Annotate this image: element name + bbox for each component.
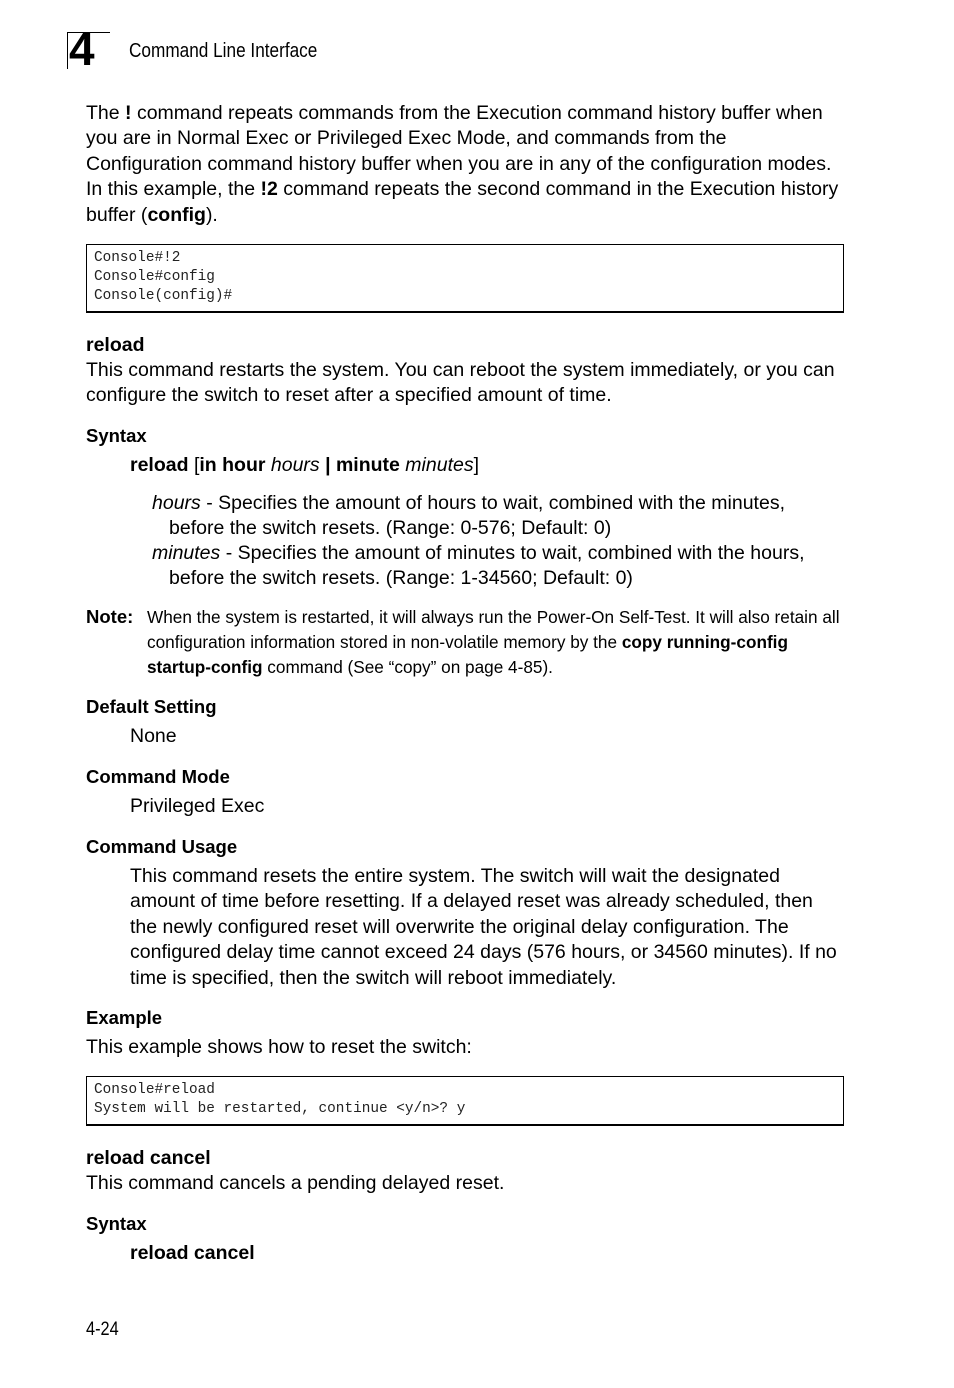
- syntax-command: reload: [130, 454, 189, 476]
- param-name: hours: [152, 492, 201, 514]
- param-hours: [152, 491, 852, 541]
- command-usage-heading: Command Usage: [86, 836, 238, 857]
- section-title-reload: reload: [86, 334, 145, 356]
- syntax-keyword-hour: in hour: [199, 454, 266, 476]
- section-title-reload-cancel: reload cancel: [86, 1147, 211, 1169]
- intro-text-1: The: [86, 102, 126, 124]
- note-copy-command: copy running-config startup-config: [147, 632, 788, 677]
- code-line: System will be restarted, continue <y/n>? y: [94, 1101, 466, 1117]
- syntax-bracket-open: [: [188, 454, 200, 476]
- syntax-keyword-minute: | minute: [325, 454, 400, 476]
- code-block-history: [86, 244, 844, 313]
- param-desc-cont: before the switch resets. (Range: 1-34560; Default: 0): [169, 567, 633, 589]
- intro-bang2-command: !2: [260, 178, 278, 201]
- param-desc: - Specifies the amount of minutes to wait, combined with the hours,: [220, 542, 805, 564]
- page-number: 4-24: [86, 1319, 119, 1340]
- intro-bang-command: !: [125, 102, 132, 124]
- note-label: Note:: [86, 606, 134, 627]
- header-title: Command Line Interface: [129, 40, 318, 62]
- default-setting-heading: Default Setting: [86, 696, 217, 717]
- command-mode-value: Privileged Exec: [130, 795, 265, 817]
- default-setting-value: None: [130, 725, 177, 747]
- syntax-heading-cancel: Syntax: [86, 1213, 147, 1234]
- reload-description: This command restarts the system. You can reboot the system immediately, or you can configure the switch to reset after a specified amount of time.: [86, 359, 835, 407]
- param-minutes: [152, 541, 852, 591]
- note-text-1: When the system is restarted, it will always run the Power-On Self-Test. It will also retain all configuration information stored in non-volatile memory by the: [147, 607, 840, 652]
- code-line: Console#config: [94, 269, 215, 285]
- syntax-bracket-close: ]: [473, 454, 479, 476]
- note-text-2: command (See “copy” on page 4-85).: [262, 657, 553, 677]
- param-desc: - Specifies the amount of hours to wait, combined with the minutes,: [200, 492, 785, 514]
- syntax-heading: Syntax: [86, 425, 147, 446]
- reload-cancel-description: This command cancels a pending delayed reset.: [86, 1172, 505, 1194]
- note-text: [147, 605, 847, 680]
- command-mode-heading: Command Mode: [86, 766, 230, 787]
- reload-syntax: [130, 453, 479, 478]
- code-line: Console(config)#: [94, 288, 233, 304]
- example-text: This example shows how to reset the switch:: [86, 1036, 472, 1058]
- param-desc-cont: before the switch resets. (Range: 0-576; Default: 0): [169, 517, 612, 539]
- command-usage-text: This command resets the entire system. The switch will wait the designated amount of time before resetting. If a delayed reset was already scheduled, then the newly configured reset will overwrite the original delay configuration. The configured delay time cannot exceed 24 days (576 hours, or 34560 minutes). If no time is specified, then the switch will reboot immediately.: [130, 865, 837, 989]
- intro-paragraph: [86, 101, 846, 228]
- intro-text-2: command repeats commands from the Execution command history buffer when you are in Normal Exec or Privileged Exec Mode, and commands from the Configuration command history buffer when you are in any of the configuration modes. In this example, the: [86, 102, 832, 201]
- chapter-number: 4: [69, 23, 94, 75]
- code-line: Console#!2: [94, 250, 181, 266]
- code-line: Console#reload: [94, 1082, 215, 1098]
- intro-text-3: command repeats the second command in the Execution history buffer (: [86, 178, 839, 226]
- intro-text-4: ).: [205, 203, 218, 226]
- param-name: minutes: [152, 542, 221, 564]
- syntax-arg-minutes: minutes: [405, 454, 474, 476]
- intro-config-command: config: [147, 203, 206, 226]
- syntax-arg-hours: hours: [270, 454, 320, 476]
- code-block-reload: [86, 1076, 844, 1126]
- example-heading: Example: [86, 1007, 163, 1028]
- reload-cancel-syntax: reload cancel: [130, 1242, 255, 1264]
